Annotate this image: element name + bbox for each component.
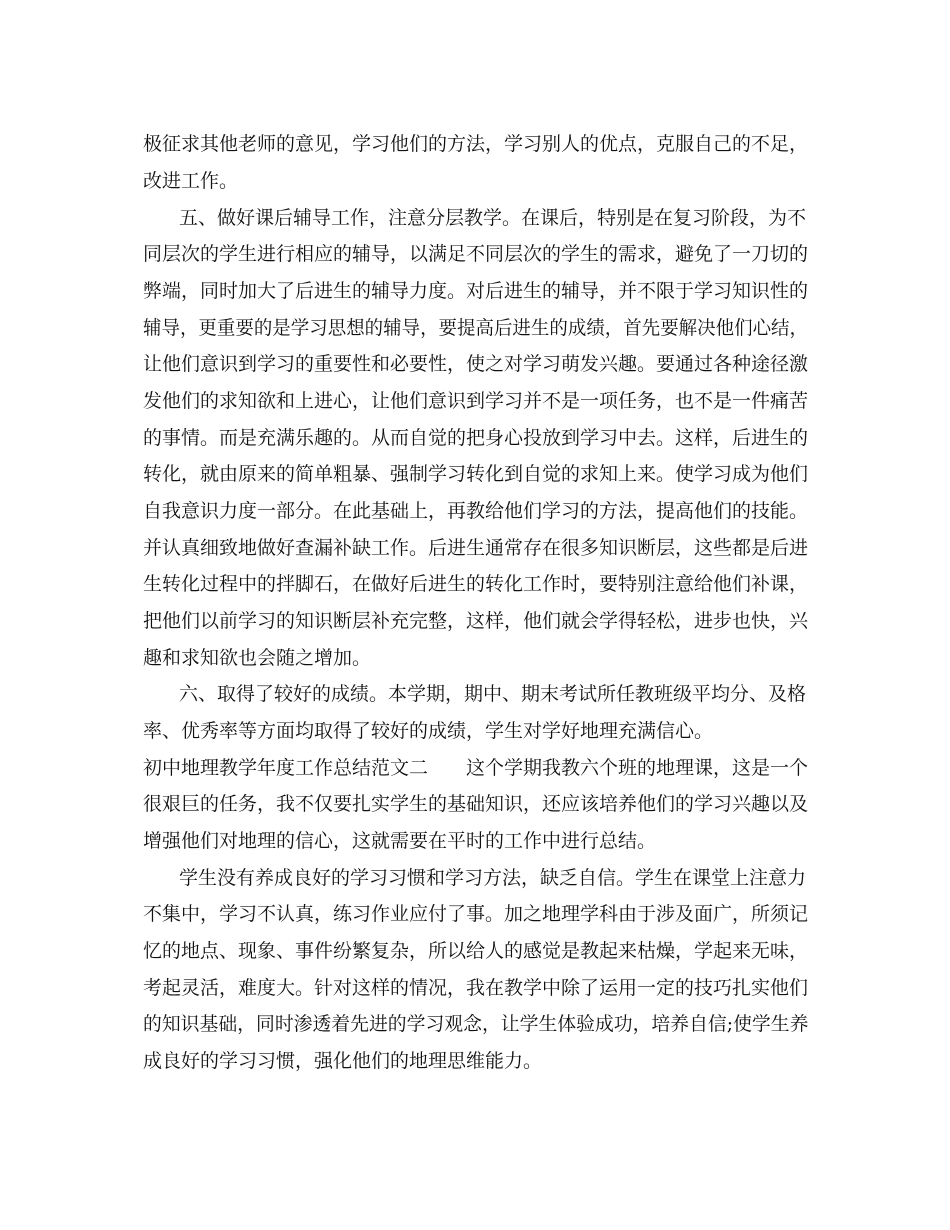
text-line: 的事情。而是充满乐趣的。从而自觉的把身心投放到学习中去。这样，后进生的 xyxy=(143,427,809,449)
text-line: 转化，就由原来的简单粗暴、强制学习转化到自觉的求知上来。使学习成为他们 xyxy=(143,463,809,485)
text-line: 极征求其他老师的意见，学习他们的方法，学习别人的优点，克服自己的不足， xyxy=(143,133,809,155)
text-line: 忆的地点、现象、事件纷繁复杂，所以给人的感觉是教起来枯燥，学起来无味， xyxy=(143,940,809,962)
section-heading-line: 初中地理教学年度工作总结范文二 这个学期我教六个班的地理课，这是一个 xyxy=(143,757,809,779)
text-line: 自我意识力度一部分。在此基础上，再教给他们学习的方法，提高他们的技能。 xyxy=(143,500,809,522)
text-line: 率、优秀率等方面均取得了较好的成绩，学生对学好地理充满信心。 xyxy=(143,720,714,742)
text-line: 弊端，同时加大了后进生的辅导力度。对后进生的辅导，并不限于学习知识性的 xyxy=(143,280,809,302)
text-line: 把他们以前学习的知识断层补充完整，这样，他们就会学得轻松，进步也快，兴 xyxy=(143,610,809,632)
text-line: 并认真细致地做好查漏补缺工作。后进生通常存在很多知识断层，这些都是后进 xyxy=(143,537,809,559)
text-line: 不集中，学习不认真，练习作业应付了事。加之地理学科由于涉及面广，所须记 xyxy=(143,903,809,925)
text-line: 的知识基础，同时渗透着先进的学习观念，让学生体验成功，培养自信;使学生养 xyxy=(143,1013,809,1035)
paragraph-start-line: 五、做好课后辅导工作，注意分层教学。在课后，特别是在复习阶段，为不 xyxy=(179,207,807,229)
text-line: 让他们意识到学习的重要性和必要性，使之对学习萌发兴趣。要通过各种途径激 xyxy=(143,353,809,375)
text-line: 改进工作。 xyxy=(143,170,239,192)
text-line: 很艰巨的任务，我不仅要扎实学生的基础知识，还应该培养他们的学习兴趣以及 xyxy=(143,793,809,815)
paragraph-start-line: 六、取得了较好的成绩。本学期，期中、期末考试所任教班级平均分、及格 xyxy=(179,683,807,705)
text-line: 生转化过程中的拌脚石，在做好后进生的转化工作时，要特别注意给他们补课， xyxy=(143,573,809,595)
text-line: 同层次的学生进行相应的辅导，以满足不同层次的学生的需求，避免了一刀切的 xyxy=(143,243,809,265)
text-line: 趣和求知欲也会随之增加。 xyxy=(143,647,372,669)
text-line: 考起灵活，难度大。针对这样的情况，我在教学中除了运用一定的技巧扎实他们 xyxy=(143,977,809,999)
paragraph-start-line: 学生没有养成良好的学习习惯和学习方法，缺乏自信。学生在课堂上注意力 xyxy=(179,867,807,889)
text-line: 发他们的求知欲和上进心，让他们意识到学习并不是一项任务，也不是一件痛苦 xyxy=(143,390,809,412)
text-line: 辅导，更重要的是学习思想的辅导，要提高后进生的成绩，首先要解决他们心结， xyxy=(143,317,808,339)
text-line: 成良好的学习习惯，强化他们的地理思维能力。 xyxy=(143,1050,543,1072)
text-line: 增强他们对地理的信心，这就需要在平时的工作中进行总结。 xyxy=(143,830,657,852)
